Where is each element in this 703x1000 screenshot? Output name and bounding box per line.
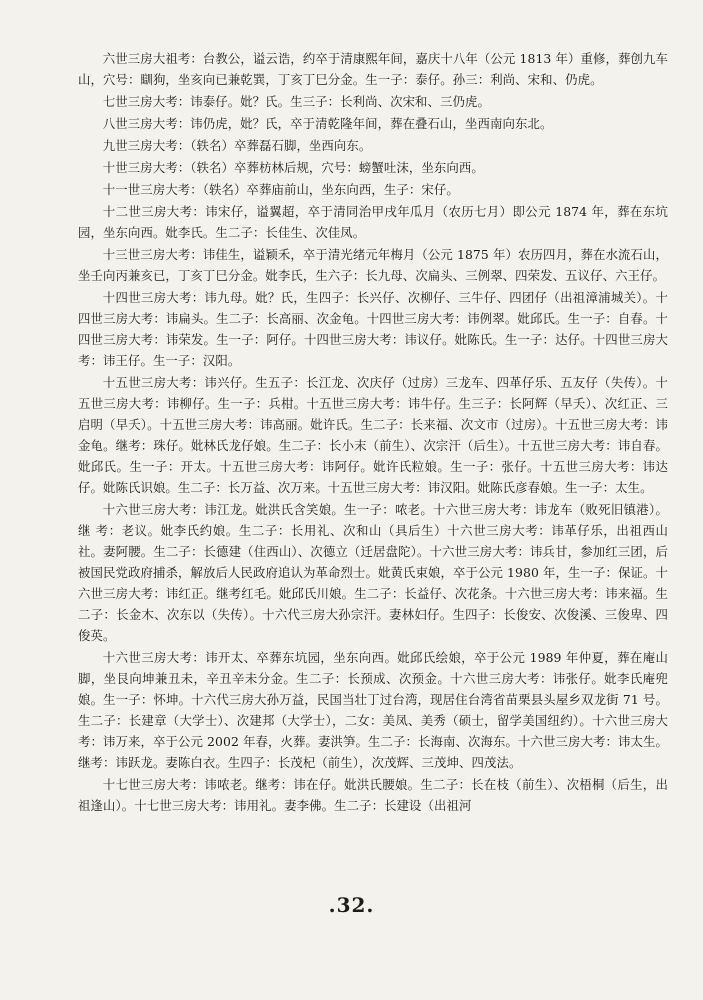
paragraph-generation-7: 七世三房大考：讳泰仔。妣？氏。生三子：长利尚、次宋和、三仍虎。 bbox=[102, 94, 491, 109]
paragraph-generation-6: 六世三房大祖考：台教公，谥云诰，约卒于清康熙年间，嘉庆十八年（公元 1813 年）重修，葬创九车山，穴号：瞓狗，坐亥向已兼乾巽，丁亥丁巳分金。生一子：泰仔。孙三：利尚、宋和、仍虎。 bbox=[78, 51, 668, 87]
paragraph-generation-16-a: 十六世三房大考：讳江龙。妣洪氏含笑娘。生一子：哝老。十六世三房大考：讳龙车（败死旧镇港）。继 考：老议。妣李氏约娘。生二子：长用礼、次和山（具后生）十六世三房大考：讳革仔乐，出祖西山社。妻阿腰。生二子：长德建（住西山）、次德立（迁居盘陀）。十六世三房大考：讳兵甘，参加红三团，后被国民党政府捕杀，解放后人民政府追认为革命烈士。妣黄氏束娘，卒于公元 1980 年，生一子：保证。十六世三房大考：讳红正。继考红毛。妣邱氏川娘。生二子：长益仔、次花条。十六世三房大考：讳来福。生二子：长金木、次东以（失传）。十六代三房大孙宗汗。妻林妇仔。生四子：长俊安、次俊溪、三俊卑、四俊英。 bbox=[78, 502, 668, 643]
paragraph-generation-9: 九世三房大考：（轶名）卒葬磊石脚，坐西向东。 bbox=[102, 138, 372, 153]
paragraph-generation-12: 十二世三房大考：讳宋仔，谥翼超，卒于清同治甲戌年瓜月（农历七月）即公元 1874 年，葬在东坑园，坐东向西。妣李氏。生二子：长佳生、次佳凤。 bbox=[78, 204, 668, 240]
paragraph-generation-11: 十一世三房大考：（轶名）卒葬庙前山，坐东向西，生子：宋仔。 bbox=[102, 182, 459, 197]
paragraph-generation-17: 十七世三房大考：讳哝老。继考：讳在仔。妣洪氏腰娘。生二子：长在枝（前生）、次梧桐（后生，出祖逢山）。十七世三房大考：讳用礼。妻李佛。生二子：长建设（出祖河 bbox=[78, 777, 668, 813]
document-body bbox=[78, 48, 668, 817]
paragraph-generation-10: 十世三房大考：（轶名）卒葬枋林后规，穴号：螃蟹吐沫，坐东向西。 bbox=[102, 160, 484, 175]
paragraph-generation-16-b: 十六世三房大考：讳开太、卒葬东坑园，坐东向西。妣邱氏绘娘，卒于公元 1989 年仲夏，葬在庵山脚，坐艮向坤兼丑未，辛丑辛未分金。生二子：长预成、次预金。十六世三房大考：讳张仔。妣李氏庵兜娘。生一子：怀坤。十六代三房大孙万益，民国当壮丁过台湾，现居住台湾省苗栗县头屋乡双龙街 71 号。生二子：长建章（大学士）、次建邦（大学士），二女：美凤、美秀（硕士，留学美国纽约）。十六世三房大考：讳万来，卒于公元 2002 年春，火葬。妻洪笋。生二子：长海南、次海东。十六世三房大考：讳太生。继考：讳跃龙。妻陈白衣。生四子：长茂杞（前生），次茂辉、三茂坤、四茂法。 bbox=[78, 650, 668, 770]
paragraph-generation-8: 八世三房大考：讳仍虎，妣？氏，卒于清乾隆年间，葬在叠石山，坐西南向东北。 bbox=[102, 116, 553, 131]
paragraph-generation-15: 十五世三房大考：讳兴仔。生五子：长江龙、次庆仔（过房）三龙车、四革仔乐、五友仔（失传）。十五世三房大考：讳柳仔。生一子：兵柑。十五世三房大考：讳牛仔。生三子：长阿辉（早夭）、次红正、三启明（早夭）。十五世三房大考：讳高丽。妣许氏。生二子：长来福、次文市（过房）。十五世三房大考：讳金龟。继考：珠仔。妣林氏龙仔娘。生二子：长小末（前生）、次宗汗（后生）。十五世三房大考：讳自春。妣邱氏。生一子：开太。十五世三房大考：讳阿仔。妣许氏粒娘。生一子：张仔。十五世三房大考：讳达仔。妣陈氏识娘。生二子：长万益、次万来。十五世三房大考：讳汉阳。妣陈氏彦春娘。生一子：太生。 bbox=[78, 375, 668, 495]
paragraph-generation-14: 十四世三房大考：讳九母。妣？氏，生四子：长兴仔、次柳仔、三牛仔、四团仔（出祖漳浦城关）。十四世三房大考：讳扁头。生二子：长高丽、次金龟。十四世三房大考：讳例翠。妣邱氏。生一子：自春。十四世三房大考：讳荣发。生一子：阿仔。十四世三房大考：讳议仔。妣陈氏。生一子：达仔。十四世三房大考：讳王仔。生一子：汉阳。 bbox=[78, 290, 668, 368]
page-number: .32. bbox=[328, 893, 375, 917]
paragraph-generation-13: 十三世三房大考：讳佳生，谥颖禾，卒于清光绪元年梅月（公元 1875 年）农历四月，葬在水流石山，坐壬向丙兼亥已，丁亥丁巳分金。妣李氏，生六子：长九母、次扁头、三例翠、四荣发、五议仔、六王仔。 bbox=[78, 247, 668, 283]
